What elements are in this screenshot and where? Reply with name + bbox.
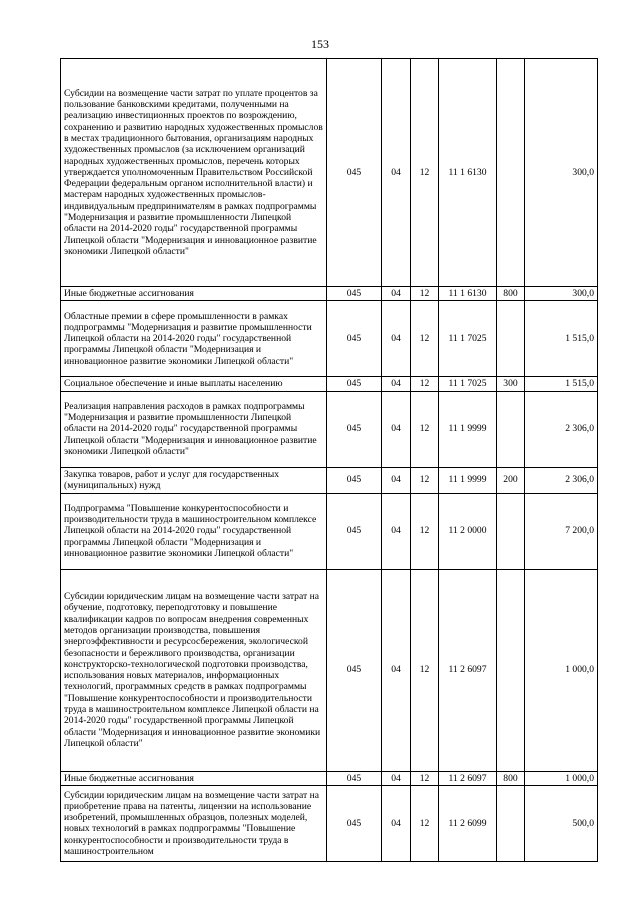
- row-target-code: 11 2 6097: [439, 569, 497, 771]
- row-expense-type-code: 200: [497, 467, 525, 493]
- row-name: Закупка товаров, работ и услуг для государственных (муниципальных) нужд: [61, 467, 327, 493]
- row-name: Областные премии в сфере промышленности в рамках подпрограммы "Модернизация и развитие промышленности Липецкой области на 2014-2020 годы" государственной программы Липецкой области "Модернизация и инновационное развитие экономики Липецкой области": [61, 301, 327, 377]
- row-amount: 300,0: [525, 287, 598, 301]
- row-name: Иные бюджетные ассигнования: [61, 287, 327, 301]
- row-name: Субсидии юридическим лицам на возмещение части затрат на обучение, подготовку, переподготовку и повышение квалификации кадров по вопросам внедрения современных методов организации производства, повышения энергоэффективности и ресурсосбережения, экологической безопасности и бережливого производства, организации конструкторско-технологической подготовки производства, использования новых материалов, информационных технологий, программных средств в рамках подпрограммы "Повышение конкурентоспособности и производительности труда в машиностроительном комплексе Липецкой области на 2014-2020 годы" государственной программы Липецкой области "Модернизация и инновационное развитие экономики Липецкой области": [61, 569, 327, 771]
- row-expense-type-code: 800: [497, 771, 525, 785]
- row-amount: 2 306,0: [525, 467, 598, 493]
- row-subsection-code: 12: [411, 493, 439, 569]
- row-target-code: 11 2 6099: [439, 785, 497, 861]
- row-name: Социальное обеспечение и иные выплаты населению: [61, 377, 327, 391]
- row-section-code: 04: [382, 377, 411, 391]
- table-row: [61, 493, 598, 569]
- row-ministry-code: 045: [327, 301, 382, 377]
- row-amount: 7 200,0: [525, 493, 598, 569]
- row-subsection-code: 12: [411, 467, 439, 493]
- row-section-code: 04: [382, 391, 411, 467]
- row-expense-type-code: 800: [497, 287, 525, 301]
- row-subsection-code: 12: [411, 785, 439, 861]
- row-subsection-code: 12: [411, 59, 439, 287]
- row-ministry-code: 045: [327, 785, 382, 861]
- row-amount: 2 306,0: [525, 391, 598, 467]
- table-row: [61, 287, 598, 301]
- row-target-code: 11 1 7025: [439, 301, 497, 377]
- row-amount: 1 515,0: [525, 377, 598, 391]
- row-section-code: 04: [382, 59, 411, 287]
- row-subsection-code: 12: [411, 391, 439, 467]
- table-row: [61, 785, 598, 861]
- row-target-code: 11 1 6130: [439, 287, 497, 301]
- row-subsection-code: 12: [411, 771, 439, 785]
- row-expense-type-code: [497, 569, 525, 771]
- row-name: Субсидии на возмещение части затрат по уплате процентов за пользование банковскими кредитами, полученными на реализацию инвестиционных проектов по возрождению, сохранению и развитию народных художественных промыслов в местах традиционного бытования, организациям народных художественных промыслов (за исключением организаций народных художественных промыслов, перечень которых утверждается уполномоченным Правительством Российской Федерации федеральным органом исполнительной власти) и мастерам народных художественных промыслов- индивидуальным предпринимателям в рамках подпрограммы "Модернизация и развитие промышленности Липецкой области на 2014-2020 годы" государственной программы Липецкой области "Модернизация и инновационное развитие экономики Липецкой области": [61, 59, 327, 287]
- row-section-code: 04: [382, 493, 411, 569]
- row-expense-type-code: [497, 59, 525, 287]
- row-subsection-code: 12: [411, 569, 439, 771]
- row-ministry-code: 045: [327, 59, 382, 287]
- row-target-code: 11 2 6097: [439, 771, 497, 785]
- row-amount: 1 000,0: [525, 569, 598, 771]
- row-expense-type-code: [497, 391, 525, 467]
- row-name: Реализация направления расходов в рамках подпрограммы "Модернизация и развитие промышленности Липецкой области на 2014-2020 годы" государственной программы Липецкой области "Модернизация и инновационное развитие экономики Липецкой области": [61, 391, 327, 467]
- row-expense-type-code: [497, 493, 525, 569]
- row-section-code: 04: [382, 569, 411, 771]
- row-name: Подпрограмма "Повышение конкурентоспособности и производительности труда в машиностроительном комплексе Липецкой области на 2014-2020 годы" государственной программы Липецкой области "Модернизация и инновационное развитие экономики Липецкой области": [61, 493, 327, 569]
- row-target-code: 11 2 0000: [439, 493, 497, 569]
- row-expense-type-code: 300: [497, 377, 525, 391]
- row-section-code: 04: [382, 301, 411, 377]
- row-amount: 1 515,0: [525, 301, 598, 377]
- budget-table-body: [61, 59, 598, 862]
- page-number: 153: [311, 37, 329, 51]
- row-name: Иные бюджетные ассигнования: [61, 771, 327, 785]
- row-target-code: 11 1 9999: [439, 391, 497, 467]
- row-ministry-code: 045: [327, 493, 382, 569]
- table-row: [61, 771, 598, 785]
- row-subsection-code: 12: [411, 301, 439, 377]
- table-row: [61, 569, 598, 771]
- row-ministry-code: 045: [327, 771, 382, 785]
- row-ministry-code: 045: [327, 467, 382, 493]
- row-subsection-code: 12: [411, 287, 439, 301]
- table-row: [61, 301, 598, 377]
- row-expense-type-code: [497, 301, 525, 377]
- row-ministry-code: 045: [327, 569, 382, 771]
- row-ministry-code: 045: [327, 287, 382, 301]
- row-expense-type-code: [497, 785, 525, 861]
- row-subsection-code: 12: [411, 377, 439, 391]
- row-section-code: 04: [382, 287, 411, 301]
- row-target-code: 11 1 6130: [439, 59, 497, 287]
- table-row: [61, 391, 598, 467]
- row-amount: 300,0: [525, 59, 598, 287]
- row-section-code: 04: [382, 771, 411, 785]
- row-target-code: 11 1 9999: [439, 467, 497, 493]
- row-target-code: 11 1 7025: [439, 377, 497, 391]
- table-row: [61, 59, 598, 287]
- row-amount: 1 000,0: [525, 771, 598, 785]
- budget-table: [60, 58, 598, 862]
- row-name: Субсидии юридическим лицам на возмещение части затрат на приобретение права на патенты, лицензии на использование изобретений, промышленных образцов, полезных моделей, новых технологий в рамках подпрограммы "Повышение конкурентоспособности и производительности труда в машиностроительном: [61, 785, 327, 861]
- row-ministry-code: 045: [327, 391, 382, 467]
- row-amount: 500,0: [525, 785, 598, 861]
- row-section-code: 04: [382, 467, 411, 493]
- row-ministry-code: 045: [327, 377, 382, 391]
- table-row: [61, 467, 598, 493]
- row-section-code: 04: [382, 785, 411, 861]
- table-row: [61, 377, 598, 391]
